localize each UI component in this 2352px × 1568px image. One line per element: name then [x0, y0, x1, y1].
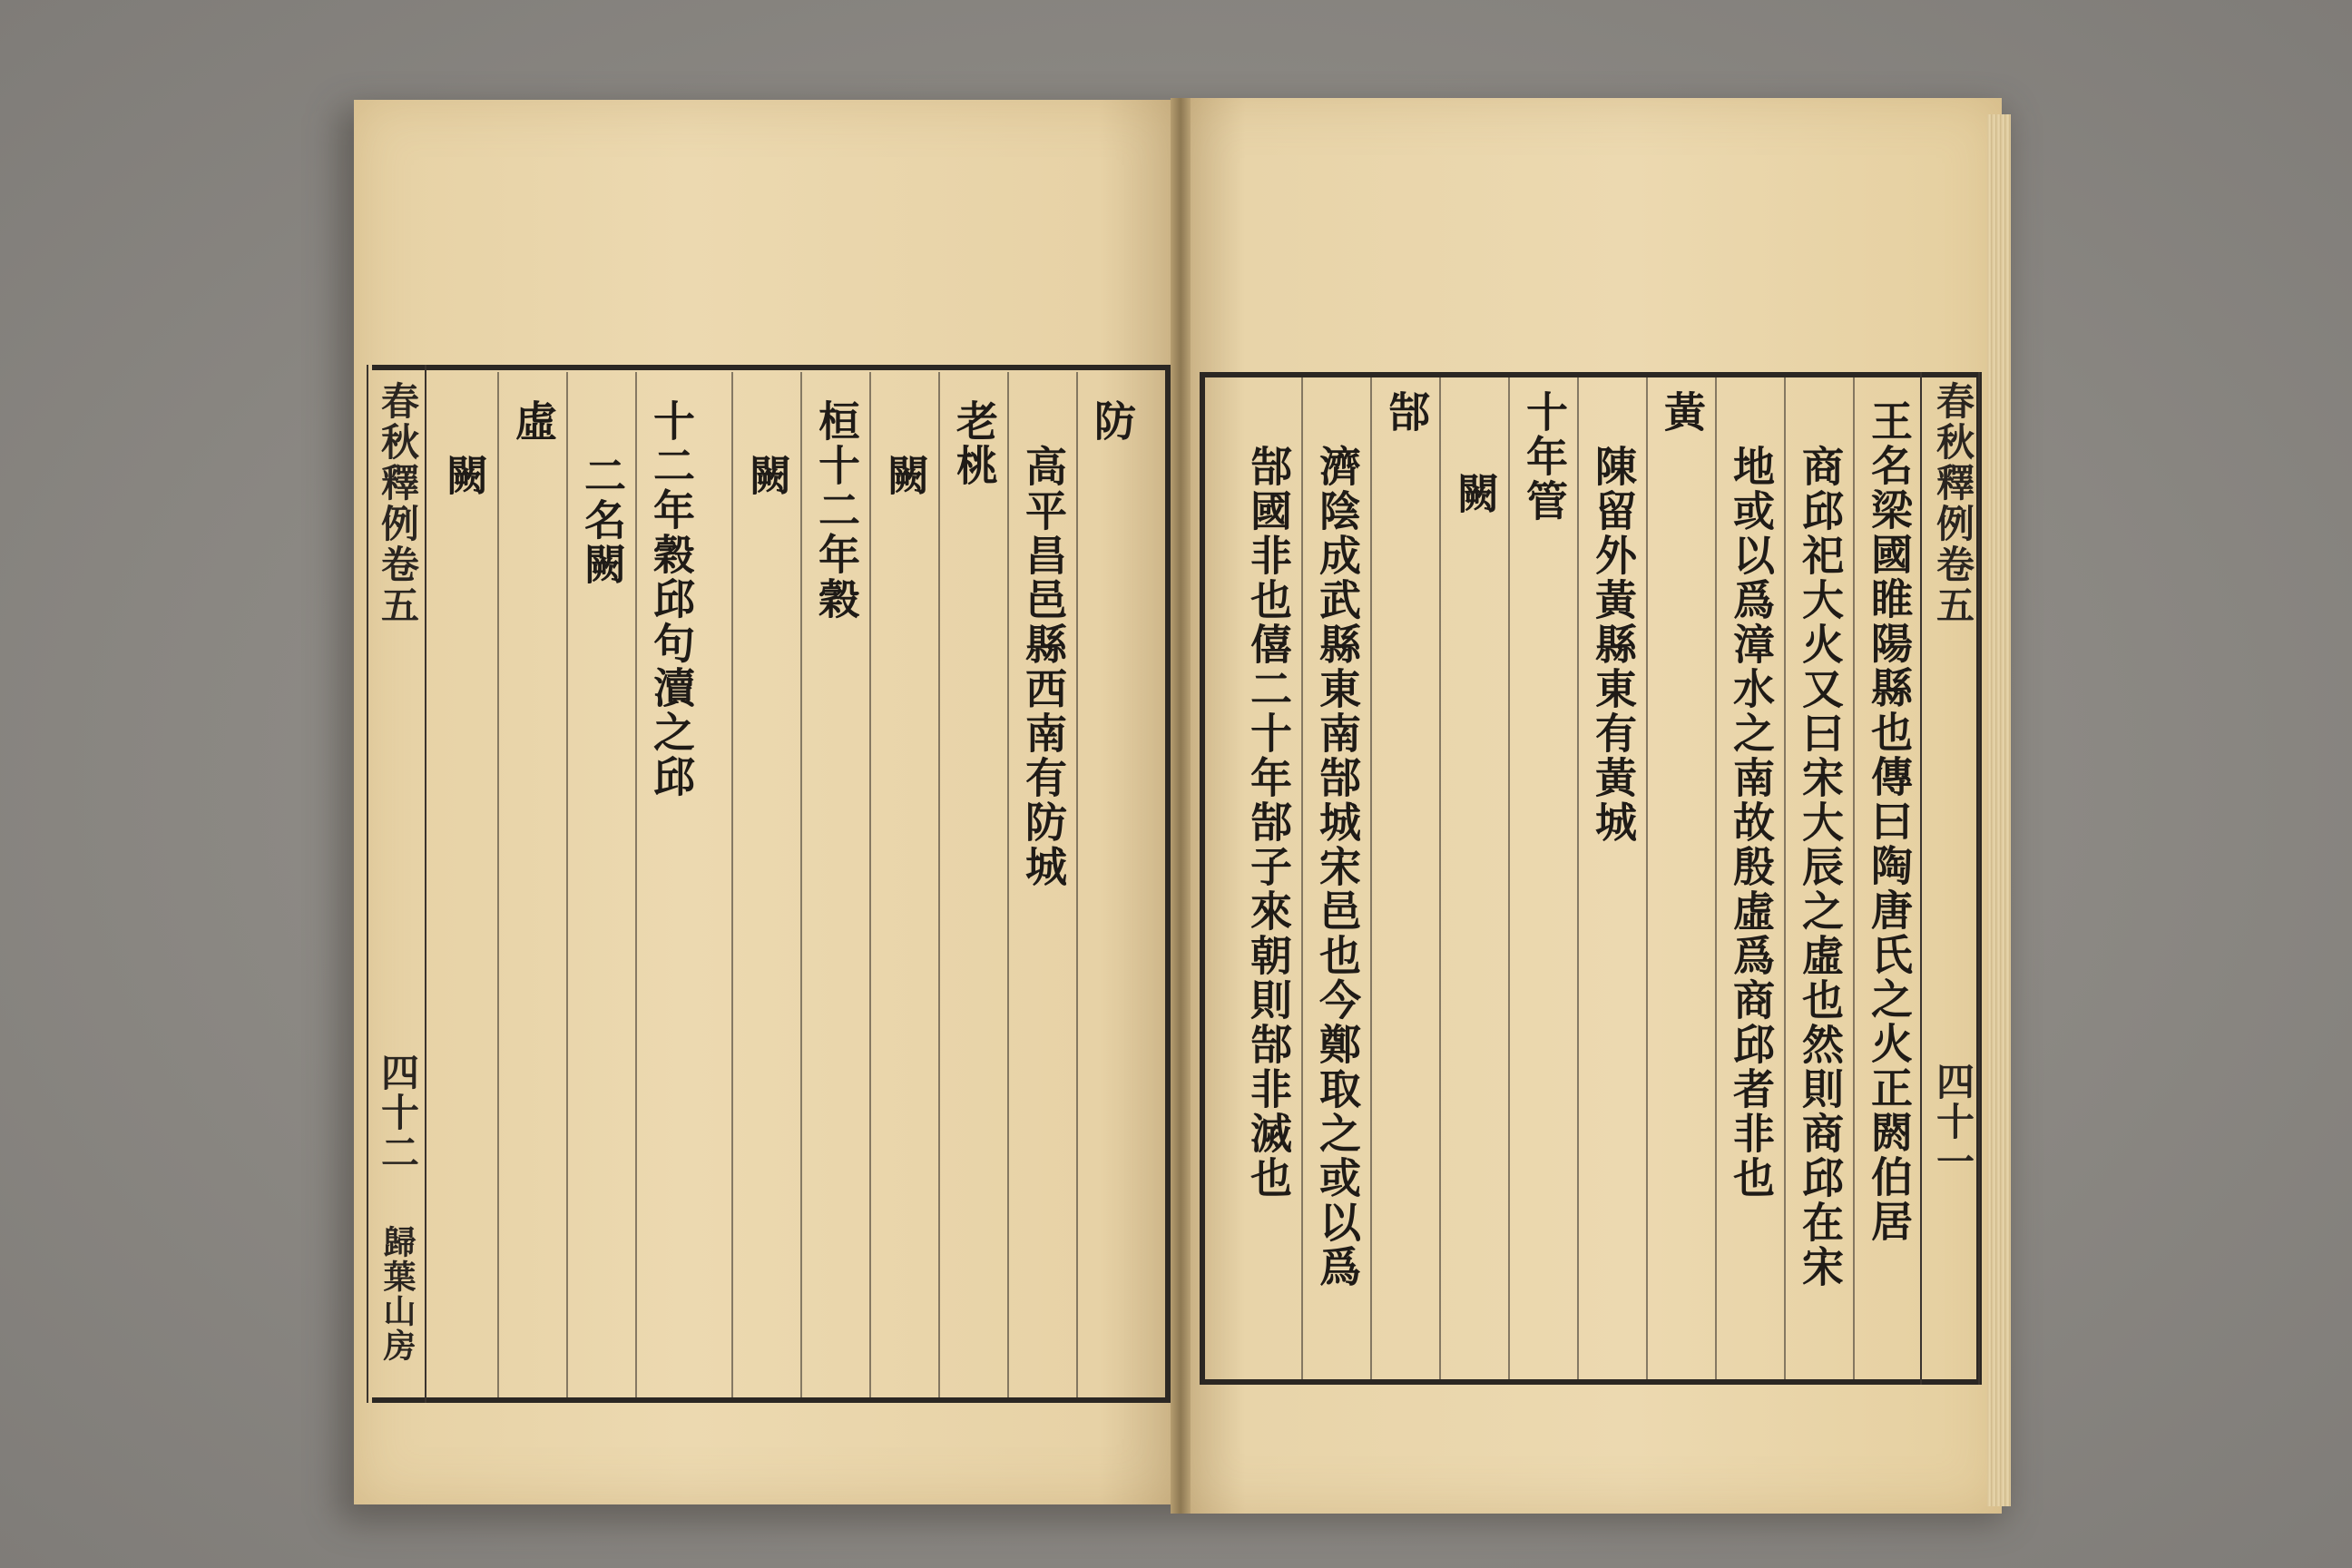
left-place-heading: 老桃 [950, 399, 999, 488]
right-place-heading: 黃 [1658, 390, 1707, 435]
left-divider [869, 372, 871, 1397]
right-divider [1577, 377, 1579, 1379]
left-divider [635, 372, 637, 1397]
right-divider [1301, 377, 1303, 1379]
left-divider [1076, 372, 1078, 1397]
left-text-column: 二名闕 [578, 454, 627, 587]
right-fold-page: 四十一 [1931, 1062, 1975, 1181]
right-divider [1508, 377, 1510, 1379]
right-text-column: 郜國非也僖二十年郜子來朝則郜非滅也 [1244, 445, 1293, 1200]
right-divider [1370, 377, 1372, 1379]
left-divider [938, 372, 940, 1397]
left-divider [566, 372, 568, 1397]
right-text-column: 王名梁國睢陽縣也傳曰陶唐氏之火正閼伯居 [1865, 399, 1914, 1244]
right-text-column: 商邱祀大火又曰宋大辰之虛也然則商邱在宋 [1796, 445, 1845, 1289]
right-place-heading: 郜 [1382, 390, 1431, 435]
left-place-heading: 虛 [509, 399, 558, 444]
left-divider [1007, 372, 1009, 1397]
right-text-column: 陳留外黃縣東有黃城 [1589, 445, 1638, 845]
right-divider [1646, 377, 1648, 1379]
left-divider [800, 372, 802, 1397]
right-divider [1853, 377, 1855, 1379]
book-gutter [1171, 98, 1191, 1514]
right-fold-title: 春秋釋例卷五 [1931, 381, 1975, 626]
left-divider [731, 372, 733, 1397]
left-text-column: 桓十二年穀 [812, 399, 861, 622]
left-text-column: 十二年穀邱句瀆之邱 [647, 399, 696, 799]
left-divider [497, 372, 499, 1397]
left-text-column: 高平昌邑縣西南有防城 [1019, 445, 1068, 889]
right-text-column: 濟陰成武縣東南郜城宋邑也今鄭取之或以爲 [1313, 445, 1362, 1289]
left-place-heading: 防 [1088, 399, 1137, 444]
left-text-column: 闕 [440, 454, 489, 498]
right-divider [1784, 377, 1786, 1379]
left-fold-page: 四十二 [376, 1053, 420, 1172]
right-divider [1439, 377, 1441, 1379]
left-fold-title: 春秋釋例卷五 [376, 381, 420, 626]
right-text-column: 地或以爲漳水之南故殷虛爲商邱者非也 [1727, 445, 1776, 1200]
right-text-column: 闕 [1451, 472, 1500, 516]
page-stack-edge [1987, 114, 2011, 1506]
right-divider [1715, 377, 1717, 1379]
left-fold-imprint: 歸葉山房 [378, 1225, 416, 1363]
left-text-column: 闕 [743, 454, 792, 498]
left-text-column: 闕 [881, 454, 930, 498]
right-text-column: 十年管 [1520, 390, 1569, 524]
